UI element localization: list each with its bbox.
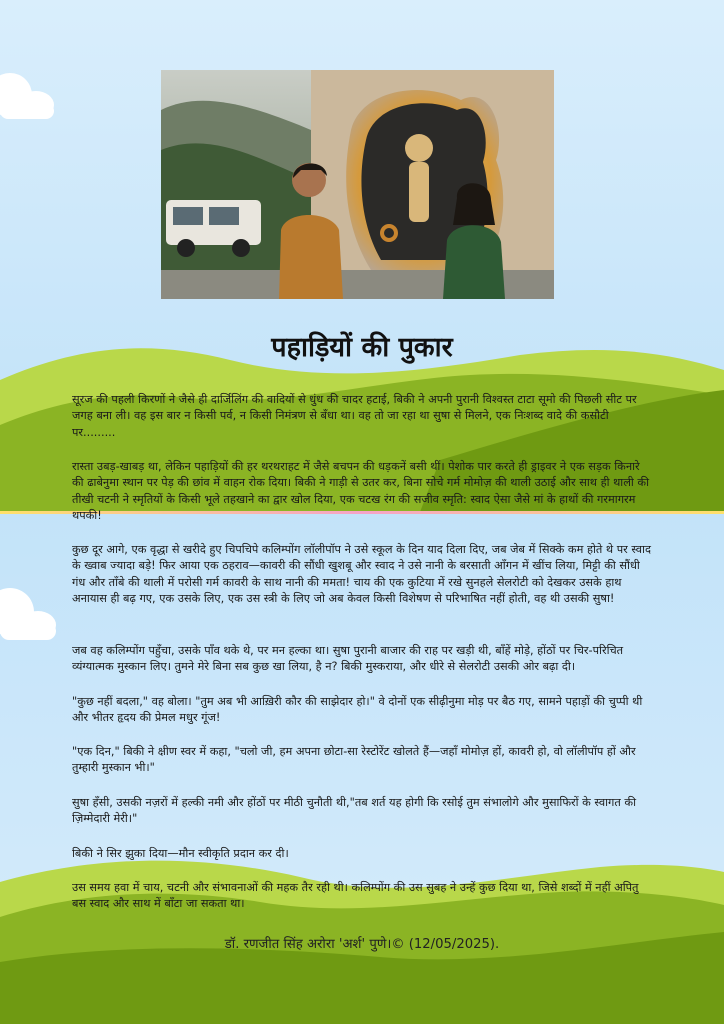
- story-paragraph-7: सुषा हँसी, उसकी नज़रों में हल्की नमी और होंठों पर मीठी चुनौती थी,"तब शर्त यह होगी कि रसोई तुम संभालोगे और मुसाफिरों के स्वागत की ज़िम्मेदारी मेरी।": [72, 796, 637, 826]
- story-paragraph-1: सूरज की पहली किरणों ने जैसे ही दार्जिलिंग की वादियों से धुंध की चादर हटाई, बिकी ने अपनी पुरानी विश्वस्त टाटा सूमो की पिछली सीट पर जगह बना ली। वह इस बार न किसी पर्व, न किसी निमंत्रण से बँधा था। वह तो जा रहा था सुषा से मिलने, एक निःशब्द वादे की कसौटी पर.........: [72, 393, 637, 439]
- author-signature: डॉ. रणजीत सिंह अरोरा 'अर्श' पुणे।© (12/05/2025).: [224, 937, 500, 952]
- story-paragraph-8: बिकी ने सिर झुका दिया—मौन स्वीकृति प्रदान कर दी।: [72, 847, 289, 860]
- story-paragraph-5: "कुछ नहीं बदला," वह बोला। "तुम अब भी आख़िरी कौर की साझेदार हो।" वे दोनों एक सीढ़ीनुमा मोड़ पर बैठ गए, सामने पहाड़ों की चुप्पी थी और भीतर हृदय की प्रेमल मधुर गूंज!: [72, 695, 643, 725]
- story-paragraph-4: जब वह कलिम्पोंग पहुँचा, उसके पाँव थके थे, पर मन हल्का था। सुषा पुरानी बाजार की राह पर खड़ी थी, बाँहें मोड़े, होंठों पर चिर-परिचित व्यंग्यात्मक मुस्कान लिए। तुमने मेरे बिना सब कुछ खा लिया, है न? बिकी मुस्कराया, और धीरे से सेलरोटी उसकी ओर बढ़ा दी।: [72, 644, 624, 674]
- story-paragraph-2: रास्ता उबड़-खाबड़ था, लेकिन पहाड़ियों की हर थरथराहट में जैसे बचपन की धड़कनें बसी थीं। पेशोक पार करते ही ड्राइवर ने एक सड़क किनारे की ढाबेनुमा स्थान पर पेड़ की छांव में वाहन रोक दिया। बिकी ने गाड़ी से उतर कर, बिना सोचे गर्म मोमोज़ की थाली उठाई और साथ ही थाली की तीखी चटनी ने स्मृतियों के किसी भूले तहखाने का द्वार खोल दिया, एक चटख रंग की सजीव स्मृति: स्वाद ऐसा जैसे मां के हाथों की गरमागरम थपकी!: [72, 460, 650, 523]
- story-paragraph-3: कुछ दूर आगे, एक वृद्धा से खरीदे हुए चिपचिपे कलिम्पोंग लॉलीपॉप ने उसे स्कूल के दिन याद दिला दिए, जब जेब में सिक्के कम होते थे पर स्वाद के ख्वाब ज्यादा बड़े! फिर आया एक ठहराव—कावरी की सौंधी खुशबू और स्वाद ने उसे नानी के बरसाती आँगन में खींच लिया, मिट्टी की सौंधी गंध और ताँबे की थाली में परोसी गर्म कावरी के साथ नानी की ममता! चाय की एक कुटिया में रखे सुनहले सेलरोटी को देखकर उसके हाथ अनायास ही बढ़ गए, एक उसके लिए, एक उस स्त्री के लिए जो अब केवल किसी विशेषण से परिभाषित नहीं होती, वह थी उसकी सुषा!: [72, 543, 651, 606]
- story-paragraph-6: "एक दिन," बिकी ने क्षीण स्वर में कहा, "चलो जी, हम अपना छोटा-सा रेस्टोरेंट खोलते हैं—जहाँ मोमोज़ हों, कावरी हो, वो लॉलीपॉप हों और तुम्हारी मुस्कान भी।": [72, 745, 636, 775]
- story-illustration: [161, 70, 554, 299]
- story-title: पहाड़ियों की पुकार: [271, 332, 453, 363]
- story-paragraph-9: उस समय हवा में चाय, चटनी और संभावनाओं की महक तैर रही थी। कलिम्पोंग की उस सुबह ने उन्हें कुछ दिया था, जिसे शब्दों में नहीं अपितु बस स्वाद और साथ में बाँटा जा सकता था।: [72, 881, 639, 911]
- cloud-decoration: [0, 55, 60, 125]
- cloud-decoration: [0, 567, 60, 647]
